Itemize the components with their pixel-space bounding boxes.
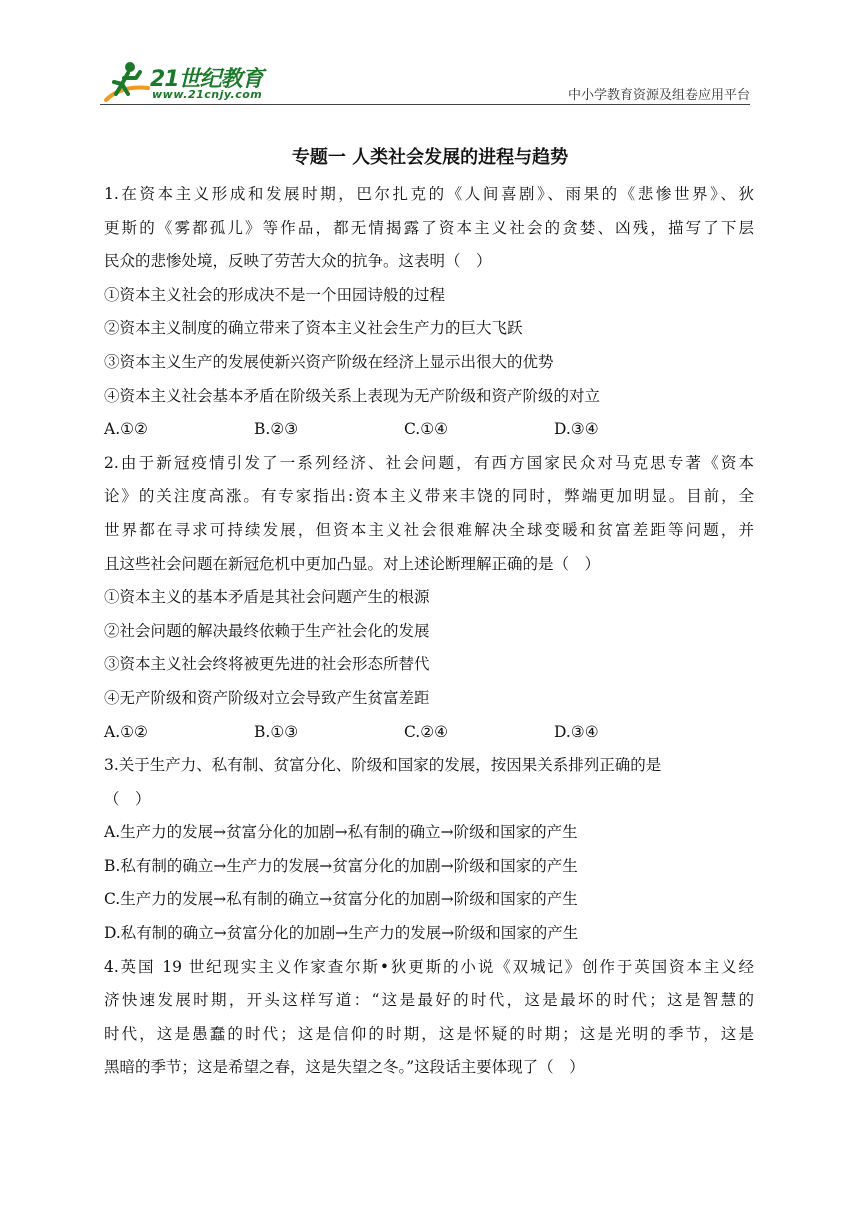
option-a: A.①② (104, 420, 148, 439)
choice-c: C.生产力的发展→私有制的确立→贫富分化的加剧→阶级和国家的产生 (104, 890, 578, 909)
question-1 (104, 178, 754, 447)
question-stem-line: 2.由于新冠疫情引发了一系列经济、社会问题，有西方国家民众对马克思专著《资本 (104, 453, 754, 472)
running-man-icon (100, 60, 152, 104)
statement-item: ①资本主义的基本矛盾是其社会问题产生的根源 (104, 588, 430, 607)
logo-wordmark: 21世纪教育 (150, 67, 263, 92)
question-stem-line: 论》的关注度高涨。有专家指出:资本主义带来丰饶的同时，弊端更加明显。目前，全 (104, 487, 754, 506)
page-title: 专题一 人类社会发展的进程与趋势 (291, 147, 569, 168)
answer-options (104, 413, 754, 447)
option-a: A.①② (104, 722, 148, 741)
option-b: B.②③ (254, 420, 299, 439)
question-stem-line: （ ） (104, 789, 151, 808)
statement-item: ④资本主义社会基本矛盾在阶级关系上表现为无产阶级和资产阶级的对立 (104, 386, 601, 405)
question-stem-line: 3.关于生产力、私有制、贫富分化、阶级和国家的发展，按因果关系排列正确的是 (104, 756, 662, 775)
question-stem-line: 4.英国 19 世纪现实主义作家查尔斯•狄更斯的小说《双城记》创作于英国资本主义经 (104, 957, 754, 976)
logo-url: www.21cnjy.com (152, 88, 263, 101)
option-b: B.①③ (254, 722, 299, 741)
question-stem-line: 世界都在寻求可持续发展，但资本主义社会很难解决全球变暖和贫富差距等问题，并 (104, 520, 754, 539)
question-2 (104, 447, 754, 749)
option-c: C.①④ (404, 420, 449, 439)
option-d: D.③④ (554, 722, 599, 741)
question-stem-line: 时代，这是愚蠢的时代；这是信仰的时期，这是怀疑的时期；这是光明的季节，这是 (104, 1024, 754, 1043)
statement-item: ①资本主义社会的形成决不是一个田园诗般的过程 (104, 285, 446, 304)
question-stem-line: 1.在资本主义形成和发展时期，巴尔扎克的《人间喜剧》、雨果的《悲惨世界》、狄 (104, 185, 754, 203)
question-3 (104, 749, 754, 951)
statement-item: ③资本主义社会终将被更先进的社会形态所替代 (104, 655, 430, 674)
choice-a: A.生产力的发展→贫富分化的加剧→私有制的确立→阶级和国家的产生 (104, 823, 578, 842)
question-4 (104, 951, 754, 1085)
logo (100, 60, 270, 104)
question-content (104, 178, 754, 1085)
option-c: C.②④ (404, 722, 449, 741)
platform-tagline: 中小学教育资源及组卷应用平台 (567, 88, 750, 103)
question-stem-line: 济快速发展时期，开头这样写道：“这是最好的时代，这是最坏的时代；这是智慧的 (104, 991, 754, 1010)
answer-options (104, 716, 754, 750)
option-d: D.③④ (554, 420, 599, 439)
page-header (100, 58, 750, 106)
question-stem-line: 更斯的《雾都孤儿》等作品，都无情揭露了资本主义社会的贪婪、凶残，描写了下层 (104, 218, 754, 237)
choice-d: D.私有制的确立→贫富分化的加剧→生产力的发展→阶级和国家的产生 (104, 924, 579, 943)
header-divider (100, 104, 750, 105)
statement-item: ④无产阶级和资产阶级对立会导致产生贫富差距 (104, 688, 430, 707)
statement-item: ②社会问题的解决最终依赖于生产社会化的发展 (104, 621, 430, 640)
question-stem-line: 民众的悲惨处境，反映了劳苦大众的抗争。这表明（ ） (104, 252, 492, 271)
statement-item: ②资本主义制度的确立带来了资本主义社会生产力的巨大飞跃 (104, 319, 523, 338)
choice-b: B.私有制的确立→生产力的发展→贫富分化的加剧→阶级和国家的产生 (104, 856, 578, 875)
question-stem-line: 黑暗的季节；这是希望之春，这是失望之冬。”这段话主要体现了（ ） (104, 1058, 585, 1077)
statement-item: ③资本主义生产的发展使新兴资产阶级在经济上显示出很大的优势 (104, 352, 554, 371)
question-stem-line: 且这些社会问题在新冠危机中更加凸显。对上述论断理解正确的是（ ） (104, 554, 601, 573)
